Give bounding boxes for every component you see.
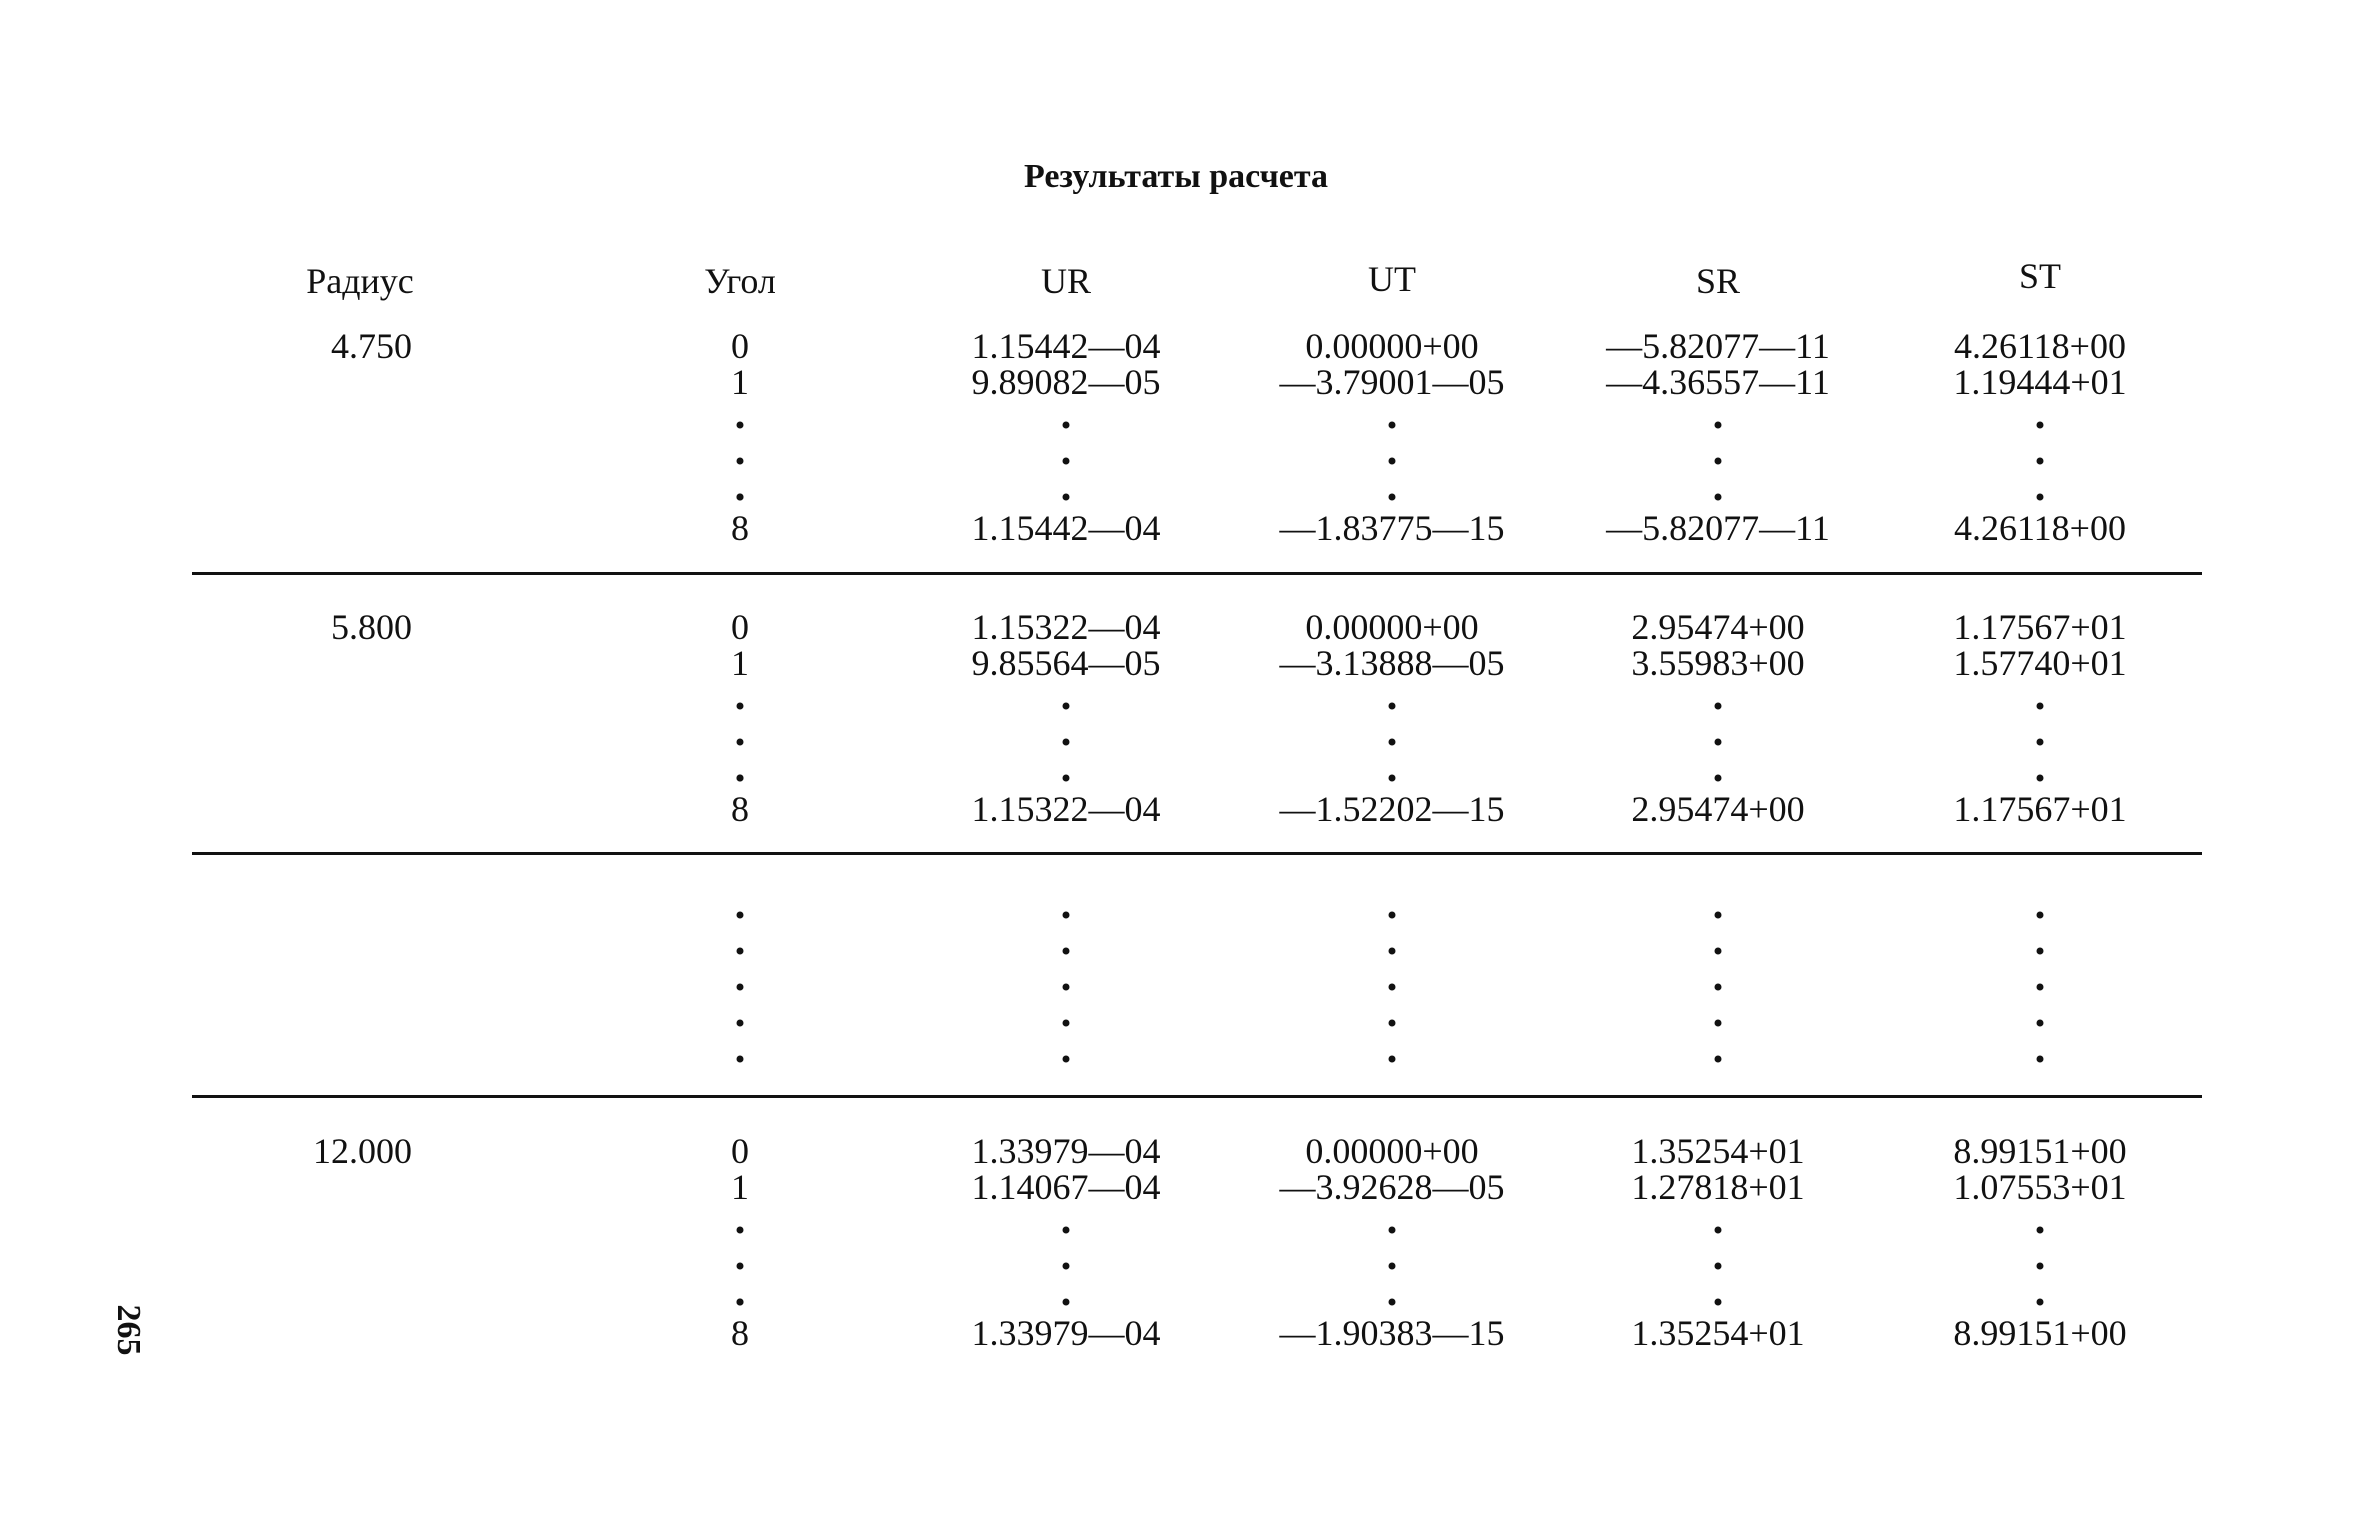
ellipsis-dot <box>737 775 744 782</box>
ellipsis-dot <box>1063 1056 1070 1063</box>
column-header-angle: Угол <box>704 261 776 301</box>
st-cell: 4.26118+00 <box>1954 326 2126 366</box>
ellipsis-dot <box>737 1227 744 1234</box>
table-title: Результаты расчета <box>1024 158 1328 195</box>
ellipsis-dot <box>1715 422 1722 429</box>
group-divider <box>192 1095 2202 1098</box>
ut-cell: 0.00000+00 <box>1305 326 1479 366</box>
angle-cell: 1 <box>731 1167 749 1207</box>
ellipsis-dot <box>737 1056 744 1063</box>
ellipsis-dot <box>2037 1227 2044 1234</box>
ut-cell: —1.90383—15 <box>1279 1313 1505 1353</box>
sr-cell: 1.27818+01 <box>1631 1167 1805 1207</box>
ellipsis-dot <box>1389 458 1396 465</box>
sr-cell: 1.35254+01 <box>1631 1313 1805 1353</box>
ellipsis-dot <box>1063 984 1070 991</box>
ellipsis-dot <box>1715 494 1722 501</box>
st-cell: 1.17567+01 <box>1953 789 2127 829</box>
ut-cell: —1.83775—15 <box>1279 508 1505 548</box>
ur-cell: 1.15322—04 <box>971 607 1161 647</box>
ur-cell: 1.33979—04 <box>971 1131 1161 1171</box>
ut-cell: —1.52202—15 <box>1279 789 1505 829</box>
ellipsis-dot <box>2037 1299 2044 1306</box>
ellipsis-dot <box>737 1263 744 1270</box>
ellipsis-dot <box>1715 984 1722 991</box>
ellipsis-dot <box>737 912 744 919</box>
sr-cell: —5.82077—11 <box>1606 326 1830 366</box>
angle-cell: 0 <box>731 326 749 366</box>
ellipsis-dot <box>1715 1227 1722 1234</box>
ur-cell: 1.15442—04 <box>971 326 1161 366</box>
ellipsis-dot <box>2037 775 2044 782</box>
ur-cell: 1.15442—04 <box>971 508 1161 548</box>
ellipsis-dot <box>1063 912 1070 919</box>
ellipsis-dot <box>1389 1299 1396 1306</box>
ut-cell: 0.00000+00 <box>1305 1131 1479 1171</box>
ellipsis-dot <box>1715 1020 1722 1027</box>
ellipsis-dot <box>1715 775 1722 782</box>
ellipsis-dot <box>1389 775 1396 782</box>
ellipsis-dot <box>1389 948 1396 955</box>
ellipsis-dot <box>737 458 744 465</box>
ellipsis-dot <box>1389 1263 1396 1270</box>
st-cell: 1.07553+01 <box>1953 1167 2127 1207</box>
ellipsis-dot <box>1715 739 1722 746</box>
ellipsis-dot <box>1063 775 1070 782</box>
ellipsis-dot <box>1715 1263 1722 1270</box>
ellipsis-dot <box>1715 948 1722 955</box>
group-divider <box>192 852 2202 855</box>
sr-cell: —5.82077—11 <box>1606 508 1830 548</box>
sr-cell: 2.95474+00 <box>1631 789 1805 829</box>
column-header-radius: Радиус <box>306 261 414 301</box>
ellipsis-dot <box>1389 1227 1396 1234</box>
ellipsis-dot <box>737 1020 744 1027</box>
ellipsis-dot <box>2037 948 2044 955</box>
sr-cell: 2.95474+00 <box>1631 607 1805 647</box>
ellipsis-dot <box>2037 984 2044 991</box>
ellipsis-dot <box>2037 422 2044 429</box>
ellipsis-dot <box>1715 703 1722 710</box>
ellipsis-dot <box>1715 912 1722 919</box>
ellipsis-dot <box>1389 739 1396 746</box>
ut-cell: —3.13888—05 <box>1279 643 1505 683</box>
ellipsis-dot <box>1389 1056 1396 1063</box>
st-cell: 1.19444+01 <box>1953 362 2127 402</box>
radius-cell: 5.800 <box>331 607 412 647</box>
ellipsis-dot <box>1389 984 1396 991</box>
ellipsis-dot <box>1715 1056 1722 1063</box>
sr-cell: 1.35254+01 <box>1631 1131 1805 1171</box>
ellipsis-dot <box>1063 494 1070 501</box>
ellipsis-dot <box>737 494 744 501</box>
ellipsis-dot <box>1063 1227 1070 1234</box>
ellipsis-dot <box>737 948 744 955</box>
page-number: 265 <box>110 1304 147 1356</box>
ellipsis-dot <box>737 703 744 710</box>
ellipsis-dot <box>1063 458 1070 465</box>
ellipsis-dot <box>1063 948 1070 955</box>
ur-cell: 1.15322—04 <box>971 789 1161 829</box>
angle-cell: 8 <box>731 1313 749 1353</box>
st-cell: 1.57740+01 <box>1953 643 2127 683</box>
ellipsis-dot <box>2037 1263 2044 1270</box>
st-cell: 8.99151+00 <box>1953 1131 2127 1171</box>
ut-cell: 0.00000+00 <box>1305 607 1479 647</box>
sr-cell: —4.36557—11 <box>1606 362 1830 402</box>
ellipsis-dot <box>1063 1299 1070 1306</box>
ellipsis-dot <box>2037 458 2044 465</box>
ellipsis-dot <box>737 739 744 746</box>
ellipsis-dot <box>2037 703 2044 710</box>
ellipsis-dot <box>2037 494 2044 501</box>
column-header-ur: UR <box>1040 261 1092 301</box>
ellipsis-dot <box>2037 739 2044 746</box>
ellipsis-dot <box>737 984 744 991</box>
ellipsis-dot <box>1715 458 1722 465</box>
ellipsis-dot <box>1063 1020 1070 1027</box>
ellipsis-dot <box>1715 1299 1722 1306</box>
angle-cell: 1 <box>731 643 749 683</box>
radius-cell: 4.750 <box>331 326 412 366</box>
ellipsis-dot <box>737 1299 744 1306</box>
ut-cell: —3.92628—05 <box>1279 1167 1505 1207</box>
ellipsis-dot <box>1389 494 1396 501</box>
st-cell: 1.17567+01 <box>1953 607 2127 647</box>
ut-cell: —3.79001—05 <box>1279 362 1505 402</box>
radius-cell: 12.000 <box>313 1131 412 1171</box>
ellipsis-dot <box>1063 422 1070 429</box>
angle-cell: 0 <box>731 1131 749 1171</box>
column-header-ut: UT <box>1368 259 1416 299</box>
ellipsis-dot <box>1063 1263 1070 1270</box>
st-cell: 4.26118+00 <box>1954 508 2126 548</box>
ellipsis-dot <box>1389 912 1396 919</box>
ellipsis-dot <box>1389 1020 1396 1027</box>
st-cell: 8.99151+00 <box>1953 1313 2127 1353</box>
angle-cell: 8 <box>731 508 749 548</box>
ur-cell: 9.89082—05 <box>971 362 1161 402</box>
sr-cell: 3.55983+00 <box>1631 643 1805 683</box>
ur-cell: 9.85564—05 <box>971 643 1161 683</box>
ellipsis-dot <box>1063 739 1070 746</box>
ellipsis-dot <box>2037 912 2044 919</box>
ur-cell: 1.33979—04 <box>971 1313 1161 1353</box>
angle-cell: 8 <box>731 789 749 829</box>
angle-cell: 0 <box>731 607 749 647</box>
column-header-st: ST <box>2018 256 2062 296</box>
ellipsis-dot <box>737 422 744 429</box>
angle-cell: 1 <box>731 362 749 402</box>
ellipsis-dot <box>2037 1020 2044 1027</box>
ellipsis-dot <box>1063 703 1070 710</box>
ur-cell: 1.14067—04 <box>971 1167 1161 1207</box>
ellipsis-dot <box>1389 703 1396 710</box>
ellipsis-dot <box>2037 1056 2044 1063</box>
group-divider <box>192 572 2202 575</box>
ellipsis-dot <box>1389 422 1396 429</box>
column-header-sr: SR <box>1695 261 1741 301</box>
